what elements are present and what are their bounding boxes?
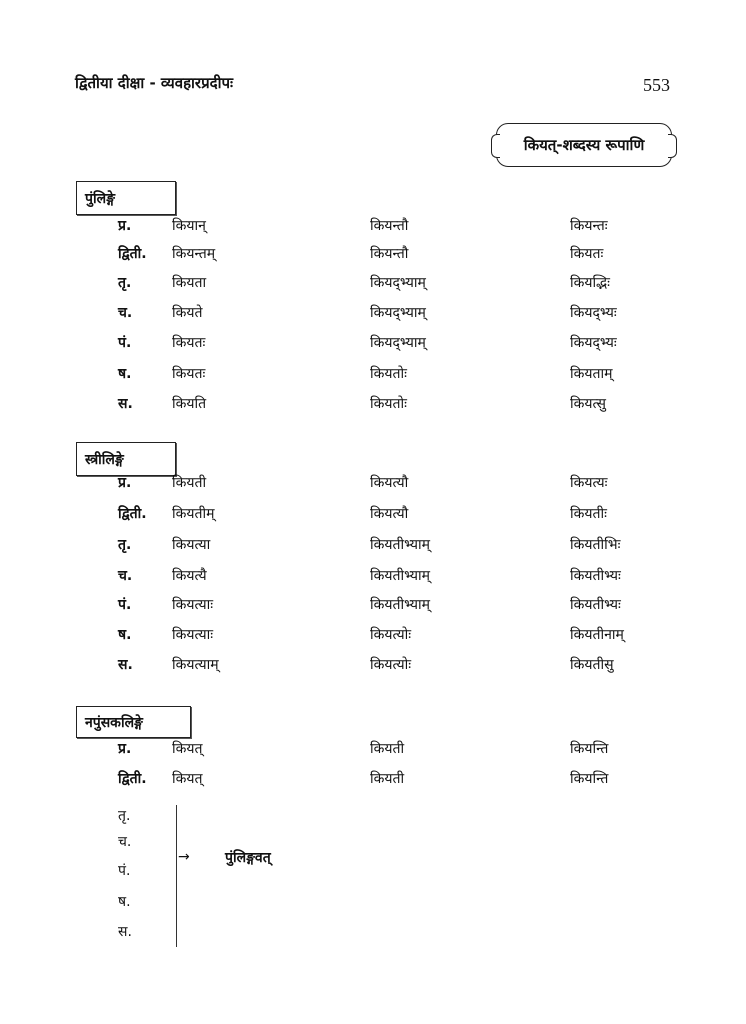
feminine-heading-box (76, 442, 176, 476)
case-label: स. (118, 396, 133, 412)
case-label: ष. (118, 627, 132, 643)
neuter-heading: नपुंसकलिङ्गे (85, 714, 143, 731)
case-label: ष. (118, 894, 131, 910)
plural-form: कियन्ति (570, 771, 609, 787)
plural-form: कियत्सु (570, 396, 606, 412)
plural-form: कियद्भिः (570, 275, 610, 291)
singular-form: कियतः (172, 335, 206, 351)
singular-form: कियत् (172, 741, 203, 757)
dual-form: कियतोः (370, 396, 407, 412)
running-title: द्वितीया दीक्षा - व्यवहारप्रदीपः (75, 74, 234, 92)
same-as-masculine-note: पुंलिङ्गवत् (225, 850, 271, 866)
plural-form: कियतीभिः (570, 537, 621, 553)
singular-form: कियते (172, 305, 203, 321)
plural-form: कियतीनाम् (570, 627, 624, 643)
case-label: ष. (118, 366, 132, 382)
dual-form: कियतीभ्याम् (370, 537, 431, 553)
masculine-heading-box (76, 181, 176, 215)
case-label: तृ. (118, 275, 132, 291)
plural-form: कियत्यः (570, 475, 608, 491)
dual-form: कियद्भ्याम् (370, 305, 426, 321)
plural-form: कियद्भ्यः (570, 305, 617, 321)
plural-form: कियतीभ्यः (570, 597, 621, 613)
plural-form: कियतीः (570, 506, 607, 522)
case-label: स. (118, 924, 132, 940)
case-label: पं. (118, 597, 132, 613)
case-label: द्विती. (118, 771, 147, 787)
singular-form: कियत्या (172, 537, 211, 553)
dual-form: कियती (370, 771, 405, 787)
bracket-line (176, 805, 177, 947)
singular-form: कियत्याम् (172, 657, 219, 673)
dual-form: कियत्यौ (370, 475, 409, 491)
case-label: च. (118, 834, 132, 850)
singular-form: कियती (172, 475, 207, 491)
table-title: कियत्-शब्दस्य रूपाणि (523, 136, 645, 154)
singular-form: कियन्तम् (172, 246, 216, 262)
case-label: पं. (118, 863, 131, 879)
singular-form: कियान् (172, 218, 206, 234)
page-number: 553 (643, 75, 670, 95)
case-label: प्र. (118, 218, 132, 234)
table-title-box (496, 123, 672, 167)
dual-form: कियतोः (370, 366, 407, 382)
singular-form: कियत्याः (172, 627, 214, 643)
case-label: प्र. (118, 475, 132, 491)
plural-form: कियताम् (570, 366, 613, 382)
arrow-icon: → (178, 849, 190, 865)
case-label: द्विती. (118, 246, 147, 262)
case-label: पं. (118, 335, 132, 351)
singular-form: कियतः (172, 366, 206, 382)
plural-form: कियन्तः (570, 218, 608, 234)
singular-form: कियत् (172, 771, 203, 787)
dual-form: कियत्योः (370, 627, 412, 643)
case-label: स. (118, 657, 133, 673)
dual-form: कियत्योः (370, 657, 412, 673)
case-label: च. (118, 568, 133, 584)
masculine-heading: पुंलिङ्गे (85, 190, 115, 207)
plural-form: कियद्भ्यः (570, 335, 617, 351)
plural-form: कियतः (570, 246, 604, 262)
case-label: द्विती. (118, 506, 147, 522)
singular-form: कियति (172, 396, 207, 412)
dual-form: कियती (370, 741, 405, 757)
dual-form: कियत्यौ (370, 506, 409, 522)
plural-form: कियतीसु (570, 657, 614, 673)
dual-form: कियद्भ्याम् (370, 275, 426, 291)
feminine-heading: स्त्रीलिङ्गे (85, 451, 124, 468)
case-label: तृ. (118, 537, 132, 553)
dual-form: कियतीभ्याम् (370, 568, 431, 584)
singular-form: कियतीम् (172, 506, 215, 522)
dual-form: कियतीभ्याम् (370, 597, 431, 613)
singular-form: कियता (172, 275, 207, 291)
case-label: च. (118, 305, 133, 321)
neuter-heading-box (76, 706, 191, 738)
case-label: तृ. (118, 808, 131, 824)
dual-form: कियद्भ्याम् (370, 335, 426, 351)
plural-form: कियन्ति (570, 741, 609, 757)
dual-form: कियन्तौ (370, 218, 409, 234)
singular-form: कियत्याः (172, 597, 214, 613)
plural-form: कियतीभ्यः (570, 568, 621, 584)
case-label: प्र. (118, 741, 132, 757)
dual-form: कियन्तौ (370, 246, 409, 262)
singular-form: कियत्यै (172, 568, 207, 584)
